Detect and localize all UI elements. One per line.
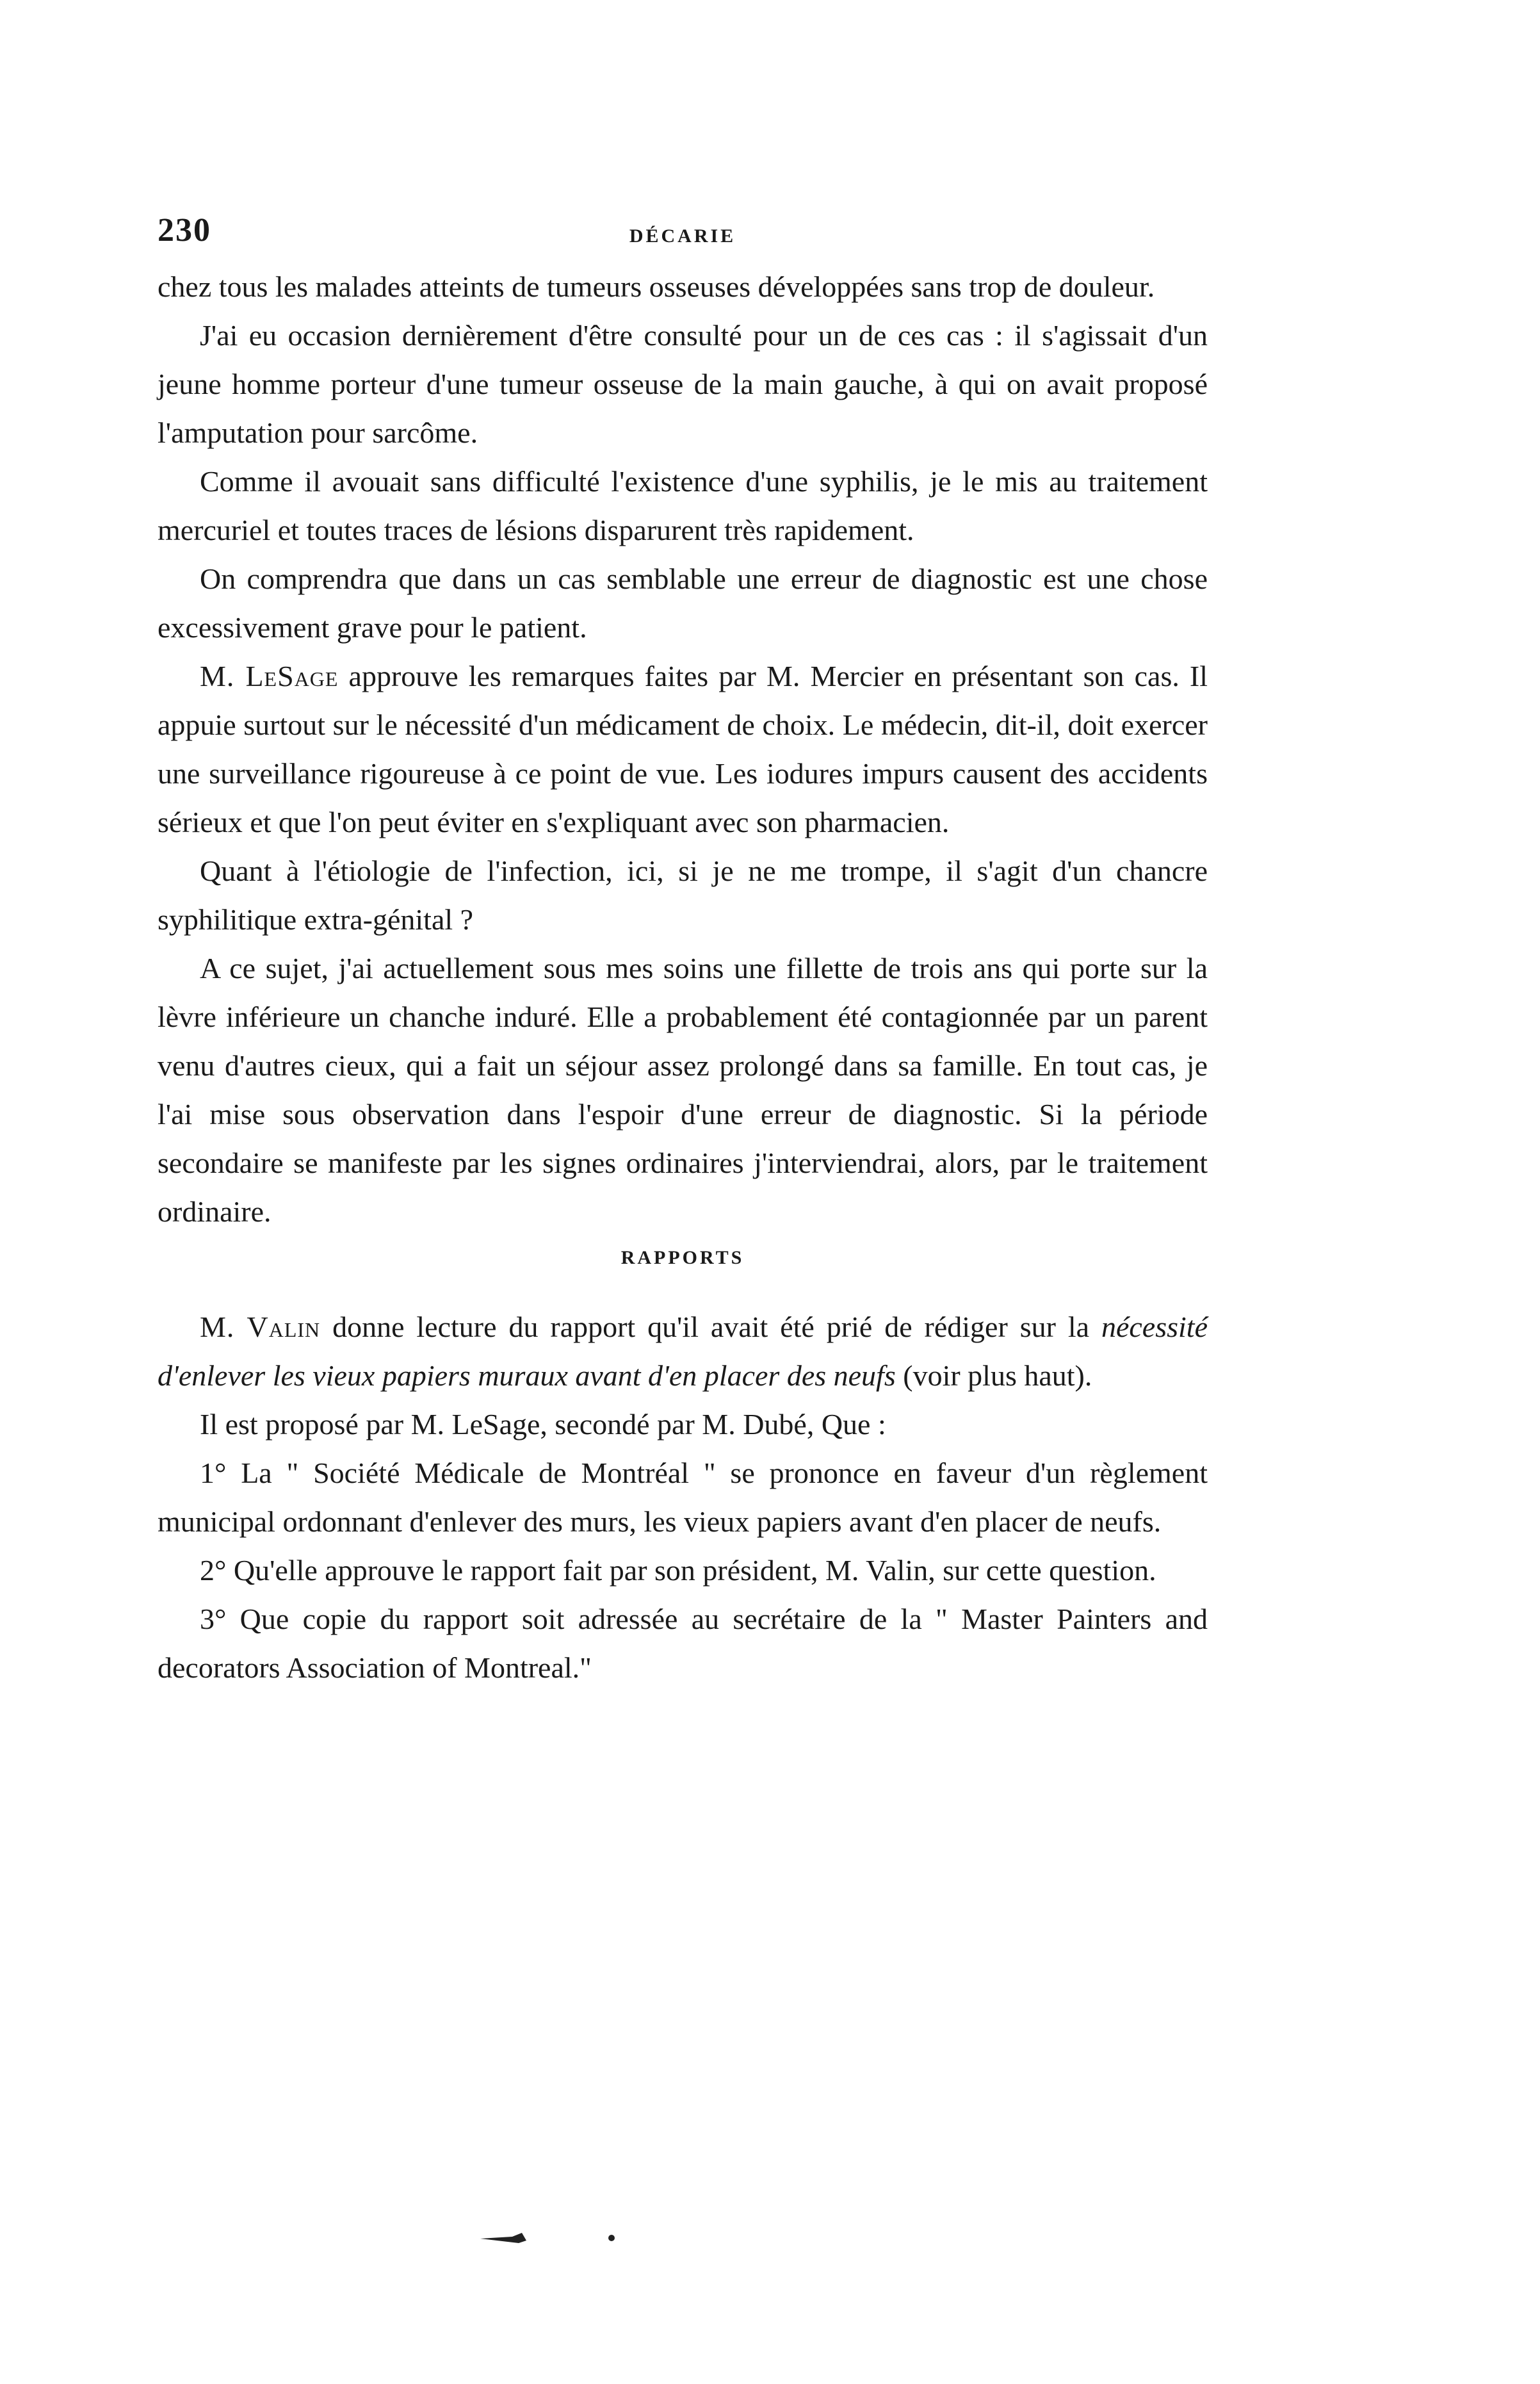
- paragraph: J'ai eu occasion dernièrement d'être consulté pour un de ces cas : il s'agissait d'un jeune homme porteur d'une tumeur osseuse de la main gauche, à qui on avait proposé l'amputation pour sarcôme.: [158, 319, 1208, 449]
- report-title: nécessité d'enlever les vieux papiers muraux avant d'en placer des neufs: [158, 1310, 1208, 1392]
- paragraph-continuation: chez tous les malades atteints de tumeurs osseuses développées sans trop de douleur.: [158, 270, 1155, 303]
- paragraph-text: donne lecture du rapport qu'il avait été prié de rédiger sur la: [320, 1310, 1101, 1343]
- paragraph: Quant à l'étiologie de l'infection, ici, si je ne me trompe, il s'agit d'un chancre syphilitique extra-génital ?: [158, 854, 1208, 936]
- paragraph: Comme il avouait sans difficulté l'existence d'une syphilis, je le mis au traitement mercuriel et toutes traces de lésions disparurent très rapidement.: [158, 465, 1208, 546]
- running-title: DÉCARIE: [629, 225, 736, 247]
- resolution-item: 1° La " Société Médicale de Montréal " se prononce en faveur d'un règlement municipal ordonnant d'enlever des murs, les vieux papiers avant d'en placer de neufs.: [158, 1457, 1208, 1538]
- body-text: [158, 263, 1208, 1692]
- ornament-mark: [474, 2229, 640, 2248]
- paragraph: On comprendra que dans un cas semblable une erreur de diagnostic est une chose excessivement grave pour le patient.: [158, 562, 1208, 644]
- paragraph-text: approuve les remarques faites par M. Mercier en présentant son cas. Il appuie surtout sur le nécessité d'un médicament de choix. Le médecin, dit-il, doit exercer une surveillance rigoureuse à ce point de vue. Les iodures impurs causent des accidents sérieux et que l'on peut éviter en s'expliquant avec son pharmacien.: [158, 660, 1208, 838]
- paragraph-valin: [158, 1303, 1208, 1400]
- section-heading: RAPPORTS: [620, 1247, 745, 1268]
- speaker-name: M. Valin: [200, 1310, 321, 1343]
- paragraph-text: (voir plus haut).: [895, 1359, 1092, 1392]
- page: [158, 211, 1208, 1692]
- speaker-name: M. LeSage: [200, 660, 339, 692]
- paragraph: Il est proposé par M. LeSage, secondé par M. Dubé, Que :: [200, 1408, 886, 1441]
- paragraph: A ce sujet, j'ai actuellement sous mes soins une fillette de trois ans qui porte sur la lèvre inférieure un chanche induré. Elle a probablement été contagionnée par un parent venu d'autres cieux, qui a fait un séjour assez prolongé dans sa famille. En tout cas, je l'ai mise sous observation dans l'espoir d'une erreur de diagnostic. Si la période secondaire se manifeste par les signes ordinaires j'interviendrai, alors, par le traitement ordinaire.: [158, 952, 1208, 1228]
- paragraph-lesage: [158, 652, 1208, 847]
- resolution-item: 3° Que copie du rapport soit adressée au secrétaire de la " Master Painters and decorators Association of Montreal.": [158, 1603, 1208, 1684]
- running-head: [158, 211, 1208, 263]
- resolution-item: 2° Qu'elle approuve le rapport fait par son président, M. Valin, sur cette question.: [200, 1554, 1156, 1587]
- page-number: 230: [158, 212, 211, 249]
